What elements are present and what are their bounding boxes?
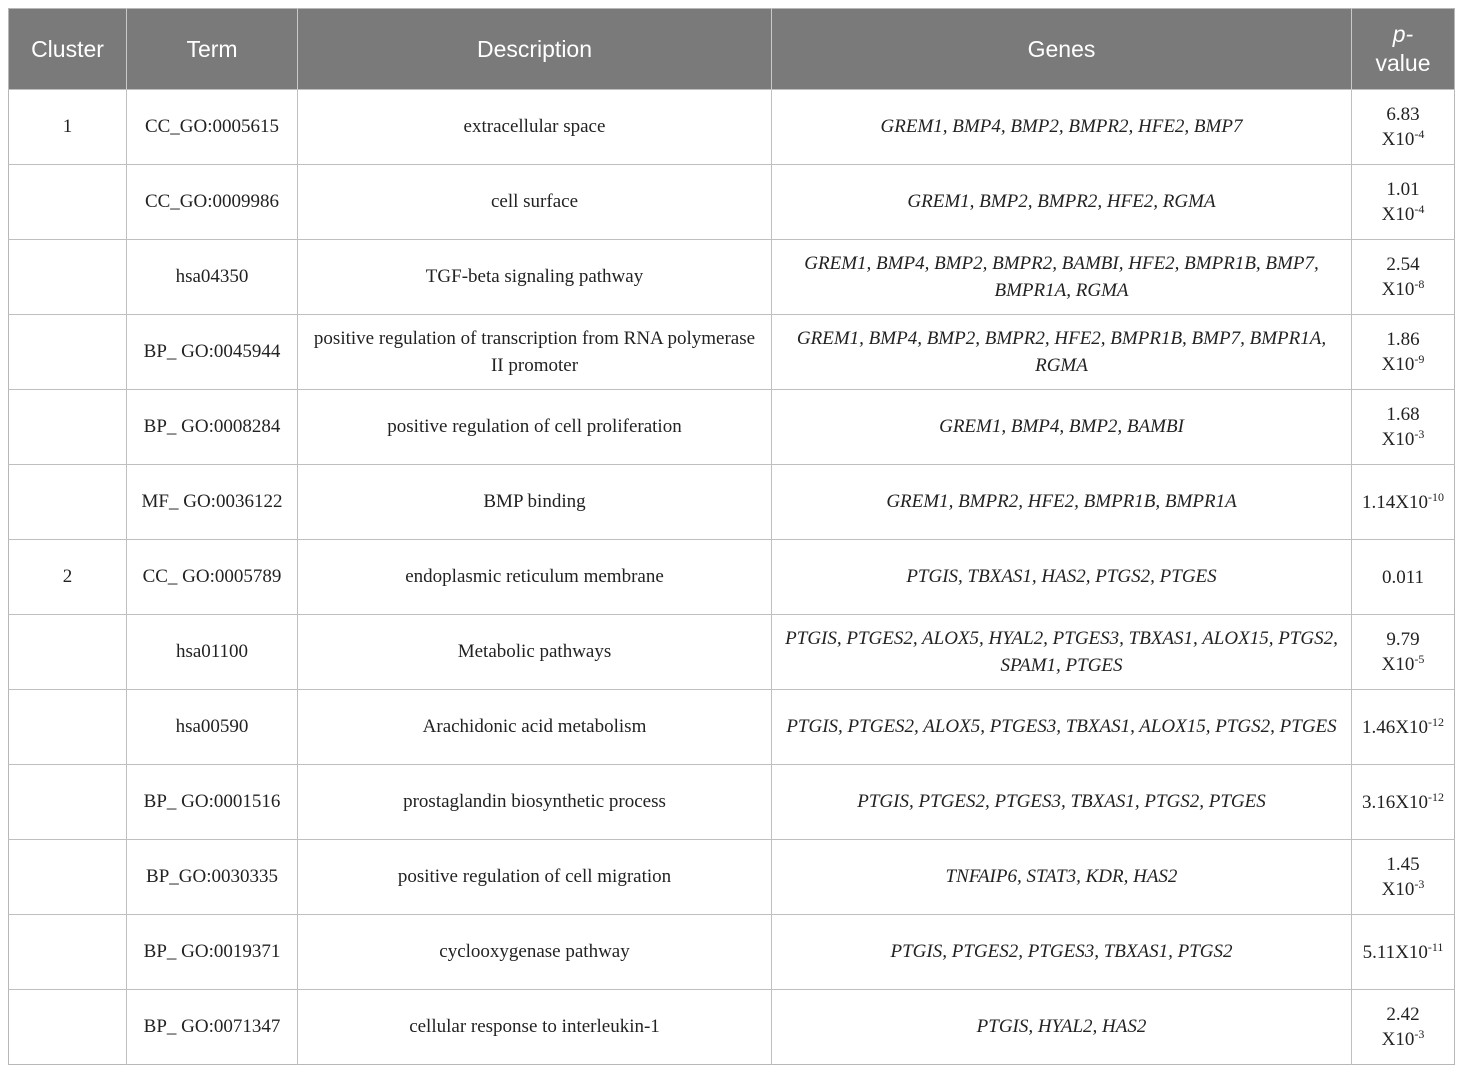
col-header-description: Description bbox=[298, 9, 772, 90]
table-row bbox=[9, 465, 1455, 540]
term-cell: MF_ GO:0036122 bbox=[127, 465, 298, 540]
table-row bbox=[9, 165, 1455, 240]
cluster-cell bbox=[9, 765, 127, 840]
description-cell: cellular response to interleukin-1 bbox=[298, 990, 772, 1065]
genes-cell: PTGIS, PTGES2, ALOX5, HYAL2, PTGES3, TBXAS1, ALOX15, PTGS2, SPAM1, PTGES bbox=[772, 615, 1352, 690]
cluster-cell bbox=[9, 165, 127, 240]
p-value-base: X10 bbox=[1381, 354, 1415, 375]
genes-cell: PTGIS, TBXAS1, HAS2, PTGS2, PTGES bbox=[772, 540, 1352, 615]
genes-cell: TNFAIP6, STAT3, KDR, HAS2 bbox=[772, 840, 1352, 915]
p-value-base: X10 bbox=[1381, 204, 1415, 225]
p-value-cell bbox=[1352, 465, 1455, 540]
p-value-cell bbox=[1352, 615, 1455, 690]
p-value-base: X10 bbox=[1381, 279, 1415, 300]
table-row bbox=[9, 390, 1455, 465]
p-value-base: X10 bbox=[1381, 429, 1415, 450]
genes-cell: PTGIS, PTGES2, PTGES3, TBXAS1, PTGS2 bbox=[772, 915, 1352, 990]
description-cell: TGF-beta signaling pathway bbox=[298, 240, 772, 315]
p-value-base: X10 bbox=[1381, 129, 1415, 150]
genes-cell: GREM1, BMP4, BMP2, BAMBI bbox=[772, 390, 1352, 465]
description-cell: BMP binding bbox=[298, 465, 772, 540]
description-cell: cyclooxygenase pathway bbox=[298, 915, 772, 990]
cluster-cell bbox=[9, 690, 127, 765]
p-value-exponent: -10 bbox=[1427, 489, 1444, 504]
p-value-mantissa: 1.46 bbox=[1362, 716, 1396, 738]
p-value-mantissa: 1.01 bbox=[1386, 179, 1420, 200]
p-value-mantissa: 5.11 bbox=[1362, 941, 1396, 963]
description-cell: prostaglandin biosynthetic process bbox=[298, 765, 772, 840]
p-value-base: X10 bbox=[1381, 1029, 1415, 1050]
col-header-cluster: Cluster bbox=[9, 9, 127, 90]
term-cell: hsa00590 bbox=[127, 690, 298, 765]
table-row bbox=[9, 315, 1455, 390]
genes-cell: PTGIS, PTGES2, PTGES3, TBXAS1, PTGS2, PTGES bbox=[772, 765, 1352, 840]
description-cell: endoplasmic reticulum membrane bbox=[298, 540, 772, 615]
cluster-cell: 1 bbox=[9, 90, 127, 165]
term-cell: hsa04350 bbox=[127, 240, 298, 315]
col-header-genes: Genes bbox=[772, 9, 1352, 90]
cluster-cell bbox=[9, 615, 127, 690]
cluster-cell bbox=[9, 390, 127, 465]
p-value-cell bbox=[1352, 915, 1455, 990]
p-value-cell bbox=[1352, 540, 1455, 615]
p-value-cell bbox=[1352, 690, 1455, 765]
p-value-exponent: -4 bbox=[1414, 202, 1425, 216]
p-value-exponent: -8 bbox=[1414, 277, 1425, 291]
p-value-exponent: -12 bbox=[1427, 789, 1444, 804]
term-cell: BP_ GO:0019371 bbox=[127, 915, 298, 990]
p-value-base: X10 bbox=[1395, 941, 1428, 963]
description-cell: cell surface bbox=[298, 165, 772, 240]
description-cell: positive regulation of cell proliferation bbox=[298, 390, 772, 465]
table-body bbox=[9, 90, 1455, 1065]
p-value-base: X10 bbox=[1381, 879, 1415, 900]
enrichment-table bbox=[8, 8, 1455, 1065]
genes-cell: GREM1, BMP4, BMP2, BMPR2, BAMBI, HFE2, BMPR1B, BMP7, BMPR1A, RGMA bbox=[772, 240, 1352, 315]
p-value-cell bbox=[1352, 390, 1455, 465]
cluster-cell bbox=[9, 915, 127, 990]
header-row bbox=[9, 9, 1455, 90]
p-value-cell bbox=[1352, 840, 1455, 915]
table-row bbox=[9, 840, 1455, 915]
p-value-exponent: -4 bbox=[1414, 127, 1425, 141]
p-value-exponent: -3 bbox=[1414, 877, 1425, 891]
p-value-exponent: -9 bbox=[1414, 352, 1425, 366]
table-row bbox=[9, 765, 1455, 840]
p-value-mantissa: 6.83 bbox=[1386, 104, 1420, 125]
p-value-base: X10 bbox=[1381, 654, 1415, 675]
p-value-exponent: -3 bbox=[1414, 1027, 1425, 1041]
cluster-cell bbox=[9, 840, 127, 915]
table-row bbox=[9, 240, 1455, 315]
description-cell: positive regulation of cell migration bbox=[298, 840, 772, 915]
p-value-mantissa: 3.16 bbox=[1362, 791, 1396, 813]
p-value-exponent: -11 bbox=[1427, 939, 1444, 954]
cluster-cell bbox=[9, 240, 127, 315]
term-cell: BP_ GO:0008284 bbox=[127, 390, 298, 465]
table-row bbox=[9, 540, 1455, 615]
description-cell: extracellular space bbox=[298, 90, 772, 165]
p-value-header-italic: p- bbox=[1392, 21, 1414, 47]
p-value-mantissa: 2.42 bbox=[1386, 1004, 1420, 1025]
table-row bbox=[9, 690, 1455, 765]
term-cell: BP_ GO:0045944 bbox=[127, 315, 298, 390]
p-value-mantissa: 1.68 bbox=[1386, 404, 1420, 425]
cluster-cell: 2 bbox=[9, 540, 127, 615]
p-value-exponent: -3 bbox=[1414, 427, 1425, 441]
cluster-cell bbox=[9, 990, 127, 1065]
p-value-base: X10 bbox=[1395, 716, 1428, 738]
description-cell: Metabolic pathways bbox=[298, 615, 772, 690]
col-header-p-value bbox=[1352, 9, 1455, 90]
description-cell: Arachidonic acid metabolism bbox=[298, 690, 772, 765]
table-row bbox=[9, 615, 1455, 690]
col-header-term: Term bbox=[127, 9, 298, 90]
genes-cell: GREM1, BMPR2, HFE2, BMPR1B, BMPR1A bbox=[772, 465, 1352, 540]
p-value-mantissa: 1.86 bbox=[1386, 329, 1420, 350]
genes-cell: PTGIS, PTGES2, ALOX5, PTGES3, TBXAS1, ALOX15, PTGS2, PTGES bbox=[772, 690, 1352, 765]
p-value-exponent: -5 bbox=[1414, 652, 1425, 666]
term-cell: BP_ GO:0071347 bbox=[127, 990, 298, 1065]
p-value-cell bbox=[1352, 315, 1455, 390]
p-value-mantissa: 1.45 bbox=[1386, 854, 1420, 875]
p-value-base: X10 bbox=[1395, 791, 1428, 813]
term-cell: CC_ GO:0005789 bbox=[127, 540, 298, 615]
cluster-cell bbox=[9, 465, 127, 540]
p-value-cell bbox=[1352, 90, 1455, 165]
p-value-base: X10 bbox=[1395, 491, 1428, 513]
genes-cell: GREM1, BMP4, BMP2, BMPR2, HFE2, BMP7 bbox=[772, 90, 1352, 165]
description-cell: positive regulation of transcription from RNA polymerase II promoter bbox=[298, 315, 772, 390]
term-cell: CC_GO:0009986 bbox=[127, 165, 298, 240]
p-value-mantissa: 1.14 bbox=[1362, 491, 1396, 513]
term-cell: BP_ GO:0001516 bbox=[127, 765, 298, 840]
cluster-cell bbox=[9, 315, 127, 390]
table-row bbox=[9, 990, 1455, 1065]
table-row bbox=[9, 915, 1455, 990]
term-cell: CC_GO:0005615 bbox=[127, 90, 298, 165]
p-value-exponent: -12 bbox=[1427, 714, 1444, 729]
p-value-cell bbox=[1352, 765, 1455, 840]
p-value-header-rest: value bbox=[1375, 50, 1431, 76]
p-value-cell bbox=[1352, 990, 1455, 1065]
table-row bbox=[9, 90, 1455, 165]
genes-cell: PTGIS, HYAL2, HAS2 bbox=[772, 990, 1352, 1065]
term-cell: hsa01100 bbox=[127, 615, 298, 690]
genes-cell: GREM1, BMP2, BMPR2, HFE2, RGMA bbox=[772, 165, 1352, 240]
p-value-mantissa: 2.54 bbox=[1386, 254, 1420, 275]
p-value-cell bbox=[1352, 165, 1455, 240]
p-value-mantissa: 0.011 bbox=[1381, 566, 1425, 588]
term-cell: BP_GO:0030335 bbox=[127, 840, 298, 915]
p-value-mantissa: 9.79 bbox=[1386, 629, 1420, 650]
genes-cell: GREM1, BMP4, BMP2, BMPR2, HFE2, BMPR1B, BMP7, BMPR1A, RGMA bbox=[772, 315, 1352, 390]
p-value-cell bbox=[1352, 240, 1455, 315]
